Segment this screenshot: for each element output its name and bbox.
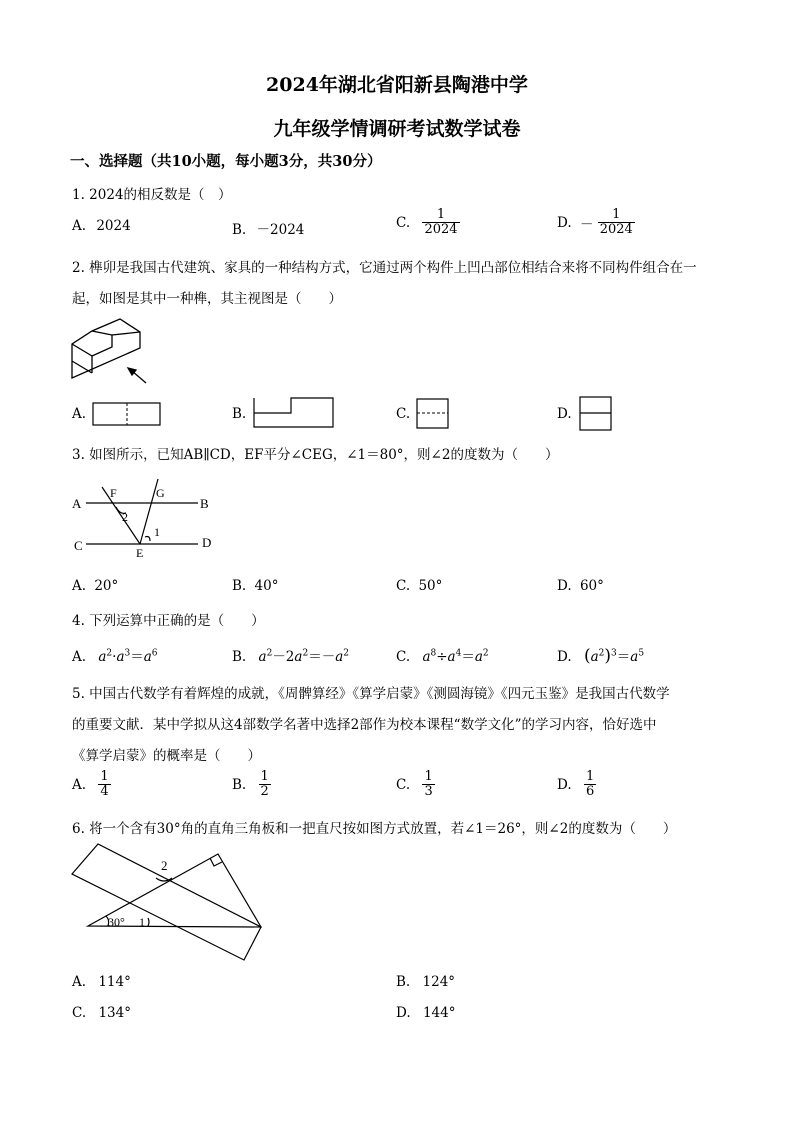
q6-ruler-triangle-figure: [68, 840, 268, 965]
q3-option-b[interactable]: [232, 578, 278, 594]
question-5-stem-line1: 5. 中国古代数学有着辉煌的成就，《周髀算经》《算学启蒙》《测圆海镜》《四元玉鉴》是我国古代数学: [72, 686, 670, 702]
q1-option-b[interactable]: [232, 218, 304, 238]
label-a: A: [72, 496, 82, 511]
numerator: 1: [585, 769, 595, 784]
math-expression: $(a^2)^3=a^5$: [583, 646, 645, 666]
q3-option-a[interactable]: [72, 578, 118, 594]
option-text: 134°: [98, 1005, 131, 1021]
q4-option-c[interactable]: [396, 645, 489, 665]
math-expression: $a^8\div a^4=a^2$: [422, 648, 489, 665]
option-letter: B.: [232, 578, 247, 594]
q1-option-d[interactable]: [557, 208, 635, 238]
q2-option-d-figure: [579, 396, 613, 432]
option-letter: C.: [396, 214, 411, 231]
option-letter: B.: [232, 222, 247, 238]
label-angle-1: 1: [139, 915, 145, 929]
option-letter: C.: [396, 578, 411, 594]
option-letter: D.: [557, 776, 572, 793]
label-angle-2: 2: [161, 858, 168, 873]
label-f: F: [110, 486, 117, 500]
option-letter: C.: [396, 776, 411, 793]
option-letter: D.: [557, 578, 572, 594]
q1-option-c[interactable]: [396, 208, 460, 238]
label-d: D: [202, 535, 212, 550]
option-letter: D.: [557, 649, 572, 665]
question-4-stem: 4. 下列运算中正确的是（ ）: [72, 613, 265, 629]
option-text: 40°: [254, 578, 279, 594]
q6-option-b[interactable]: [396, 974, 455, 990]
label-c: C: [74, 538, 83, 553]
q3-option-d[interactable]: [557, 578, 604, 594]
numerator: 1: [612, 207, 621, 222]
tenon-3d-figure: [68, 315, 158, 387]
option-letter: C.: [72, 1005, 87, 1021]
q5-option-c[interactable]: [396, 770, 435, 800]
option-letter: B.: [232, 649, 247, 665]
q5-option-a[interactable]: [72, 770, 111, 800]
option-text: 144°: [422, 1005, 456, 1021]
q6-option-c[interactable]: [72, 1005, 131, 1021]
option-letter: D.: [557, 214, 572, 231]
option-text: 114°: [98, 974, 131, 990]
numerator: 1: [424, 769, 433, 784]
q2-option-b[interactable]: [232, 406, 246, 422]
option-letter: A.: [72, 406, 87, 422]
question-5-stem-line2: 的重要文献．某中学拟从这4部数学名著中选择2部作为校本课程“数学文化”的学习内容，恰好选中: [72, 717, 657, 733]
option-letter: B.: [396, 974, 411, 990]
label-b: B: [200, 496, 209, 511]
option-text: 50°: [418, 578, 443, 594]
option-letter: C.: [396, 406, 411, 422]
option-letter: A.: [72, 776, 87, 793]
label-angle-2: 2: [122, 510, 128, 524]
q4-option-a[interactable]: [72, 645, 158, 665]
q3-parallel-lines-figure: [70, 475, 230, 565]
option-letter: A.: [72, 578, 87, 594]
fraction: [584, 770, 596, 800]
math-expression: $a^2-2a^2=-a^2$: [258, 648, 349, 665]
fraction: [598, 208, 635, 238]
q4-option-b[interactable]: [232, 645, 349, 665]
denominator: 2024: [424, 222, 458, 238]
q2-option-a[interactable]: [72, 406, 86, 422]
fraction: [422, 208, 459, 238]
question-2-stem-line2: 起，如图是其中一种榫，其主视图是（ ）: [72, 291, 342, 307]
option-text: 124°: [422, 974, 456, 990]
label-e: E: [136, 546, 144, 560]
math-expression: $a^2\cdot a^3=a^6$: [98, 648, 158, 665]
denominator: 4: [100, 784, 109, 800]
option-text: 2024: [96, 218, 131, 234]
q5-option-b[interactable]: [232, 770, 271, 800]
q1-option-a[interactable]: [72, 218, 131, 234]
q2-option-d[interactable]: [557, 406, 572, 422]
q6-option-d[interactable]: [396, 1005, 455, 1021]
question-3-stem: 3. 如图所示，已知AB∥CD，EF平分∠CEG，∠1＝80°，则∠2的度数为（ ）: [72, 447, 559, 463]
question-5-stem-line3: 《算学启蒙》的概率是（ ）: [72, 748, 261, 764]
q5-option-d[interactable]: [557, 770, 596, 800]
numerator: 1: [100, 769, 109, 784]
q2-option-c[interactable]: [396, 406, 410, 422]
fraction: [259, 770, 271, 800]
option-letter: D.: [396, 1005, 411, 1021]
denominator: 2: [260, 784, 269, 800]
question-6-stem: 6. 将一个含有30°角的直角三角板和一把直尺按如图方式放置，若∠1＝26°，则∠2的度数为（ ）: [72, 821, 677, 837]
fraction: [422, 770, 434, 800]
q2-option-c-figure: [416, 398, 450, 430]
option-text: －2024: [256, 222, 305, 238]
section-heading: 一、选择题（共10小题，每小题3分，共30分）: [70, 153, 382, 170]
question-2-stem-line1: 2. 榫卯是我国古代建筑、家具的一种结构方式，它通过两个构件上凹凸部位相结合来将不同构件组合在一: [72, 260, 697, 276]
label-angle-1: 1: [154, 525, 160, 539]
exam-title-line1: 2024年湖北省阳新县陶港中学: [266, 74, 528, 96]
numerator: 1: [436, 207, 446, 222]
option-letter: D.: [557, 406, 572, 422]
q6-option-a[interactable]: [72, 974, 131, 990]
option-letter: A.: [72, 649, 87, 665]
option-text: 20°: [94, 578, 119, 594]
q2-option-a-figure: [92, 402, 162, 428]
q4-option-d[interactable]: [557, 645, 644, 666]
option-letter: A.: [72, 218, 87, 234]
option-letter: A.: [72, 974, 87, 990]
option-letter: B.: [232, 406, 247, 422]
fraction: [98, 770, 110, 800]
numerator: 1: [260, 769, 269, 784]
denominator: 2024: [599, 222, 633, 238]
question-1-stem: 1. 2024的相反数是（ ）: [72, 187, 232, 203]
option-letter: B.: [232, 776, 247, 793]
denominator: 3: [424, 784, 433, 800]
option-letter: C.: [396, 649, 411, 665]
q2-option-b-figure: [253, 397, 335, 429]
label-angle-30: 30°: [108, 915, 125, 929]
option-text: 60°: [579, 578, 604, 594]
minus-sign: －: [579, 216, 594, 233]
q3-option-c[interactable]: [396, 578, 442, 594]
label-g: G: [156, 486, 165, 500]
denominator: 6: [585, 784, 595, 800]
exam-title-line2: 九年级学情调研考试数学试卷: [273, 118, 521, 140]
